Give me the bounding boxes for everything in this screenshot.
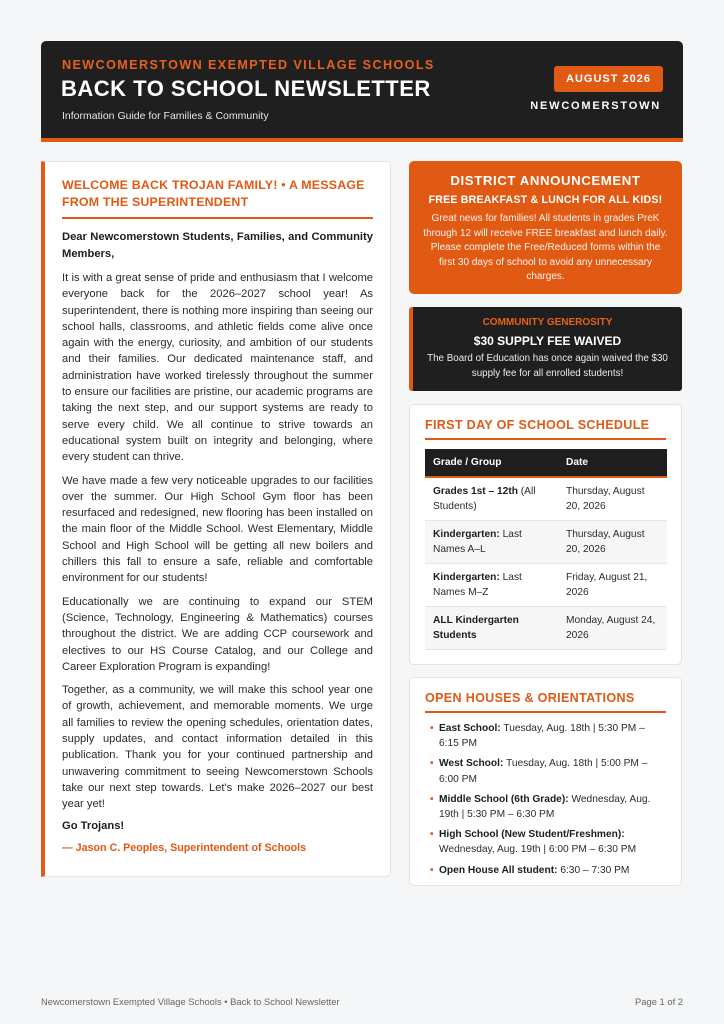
newsletter-header	[41, 41, 683, 142]
table-header-row	[425, 449, 667, 477]
open-houses-list	[425, 721, 666, 878]
fee-title: $30 SUPPLY FEE WAIVED	[473, 334, 622, 348]
letter-greeting: Dear Newcomerstown Students, Families, and Community Members,	[62, 231, 373, 260]
event-name: West School:	[439, 758, 504, 770]
column-header-group: Grade / Group	[425, 449, 558, 477]
bullet-icon: •	[430, 829, 434, 841]
fee-kicker: COMMUNITY GENEROSITY	[482, 317, 613, 328]
supply-fee-card	[409, 307, 682, 391]
divider	[425, 711, 666, 713]
group-cell	[425, 521, 558, 564]
letter-title: WELCOME BACK TROJAN FAMILY! • A MESSAGE FROM THE SUPERINTENDENT	[62, 178, 365, 209]
issue-date-badge: AUGUST 2026	[554, 66, 663, 92]
announcement-subtitle: FREE BREAKFAST & LUNCH FOR ALL KIDS!	[428, 194, 663, 206]
group-note: Last Names M–Z	[433, 572, 522, 598]
footer-publication: Newcomerstown Exempted Village Schools • Back to School Newsletter	[41, 996, 340, 1007]
table-row	[425, 477, 667, 521]
group-name: Kindergarten:	[433, 572, 500, 583]
event-detail: Wednesday, Aug. 19th | 5:30 PM – 6:30 PM	[439, 793, 651, 821]
group-cell	[425, 607, 558, 650]
bullet-icon: •	[430, 723, 434, 734]
group-cell	[425, 564, 558, 607]
letter-paragraph: It is with a great sense of pride and enthusiasm that I welcome everyone back for the 2026–2027 school year! As superintendent, there is nothing more inspiring than seeing our school halls, classrooms, and athletic fields come alive once again with the energy, curiosity, and ambition of our students and their families. Our dedicated maintenance staff, and administration have worked tirelessly throughout the summer to ensure our facilities are pristine, our academic programs are taking the next step, and our support systems are ready to serve every child. We all continue to strive towards an educational system built on integrity and belonging, where every student can thrive.	[62, 272, 373, 464]
date-cell: Thursday, August 20, 2026	[558, 477, 667, 521]
open-houses-title: OPEN HOUSES & ORIENTATIONS	[425, 691, 635, 705]
letter-paragraph: We have made a few very noticeable upgrades to our facilities over the summer. Our High School Gym floor has been resurfaced and redesigned, new flooring has been installed on the main floor of the Middle School. West Elementary, Middle School and High School will be getting all new boilers and chillers this fall to ensure a safe, reliable and comfortable environment for our students!	[62, 474, 373, 585]
district-announcement-card	[409, 161, 682, 294]
bullet-icon: •	[430, 864, 434, 876]
letter-closing: Go Trojans!	[62, 819, 125, 832]
fee-body: The Board of Education has once again waived the $30 supply fee for all enrolled students!	[427, 353, 668, 379]
schedule-table	[425, 449, 667, 650]
event-detail: Wednesday, Aug. 19th | 6:00 PM – 6:30 PM	[439, 844, 637, 856]
footer-page-number: Page 1 of 2	[635, 996, 683, 1007]
table-row	[425, 521, 667, 564]
divider	[425, 438, 666, 440]
bullet-icon: •	[430, 758, 434, 770]
group-name: ALL Kindergarten Students	[433, 615, 519, 641]
letter-signature: — Jason C. Peoples, Superintendent of Schools	[62, 841, 307, 854]
announcement-body: Great news for families! All students in grades PreK through 12 will receive FREE breakfast and lunch daily. Please complete the Free/Reduced forms within the first 30 days of school to avoid any unnecessary charges.	[423, 213, 668, 283]
event-name: High School (New Student/Freshmen):	[439, 829, 625, 841]
date-cell: Thursday, August 20, 2026	[558, 521, 667, 564]
table-row	[425, 607, 667, 650]
group-cell	[425, 477, 558, 521]
open-houses-card	[409, 677, 682, 886]
list-item	[425, 863, 666, 878]
group-note: Last Names A–L	[433, 529, 522, 555]
table-row	[425, 564, 667, 607]
district-name: NEWCOMERSTOWN EXEMPTED VILLAGE SCHOOLS	[62, 58, 435, 72]
event-detail: 6:30 – 7:30 PM	[557, 864, 630, 876]
schedule-title: FIRST DAY OF SCHOOL SCHEDULE	[425, 418, 650, 432]
town-name: NEWCOMERSTOWN	[530, 100, 661, 112]
group-note: (All Students)	[433, 486, 536, 512]
letter-paragraph: Together, as a community, we will make this school year one of growth, achievement, and memorable moments. We urge all families to review the opening schedules, orientation dates, supply updates, and contact information detailed in this publication. Thank you for your continued partnership and unwavering commitment to seeing Newcomerstown Schools take our next step towards. Let's make 2026–2027 our best year yet!	[62, 684, 373, 811]
event-name: Open House All student:	[439, 864, 558, 876]
event-detail: Tuesday, Aug. 18th | 5:30 PM – 6:15 PM	[439, 723, 645, 750]
first-day-schedule-card	[409, 404, 682, 665]
divider	[62, 217, 373, 219]
bullet-icon: •	[430, 793, 434, 805]
newsletter-subtitle: Information Guide for Families & Community	[62, 110, 269, 122]
date-cell: Friday, August 21, 2026	[558, 564, 667, 607]
group-name: Grades 1st – 12th	[433, 486, 518, 497]
event-name: Middle School (6th Grade):	[439, 793, 569, 805]
event-detail: Tuesday, Aug. 18th | 5:00 PM – 6:00 PM	[439, 758, 648, 785]
date-cell: Monday, August 24, 2026	[558, 607, 667, 650]
column-header-date: Date	[558, 449, 667, 477]
superintendent-letter	[41, 161, 391, 877]
list-item	[425, 792, 666, 822]
announcement-title: DISTRICT ANNOUNCEMENT	[450, 173, 641, 188]
newsletter-title: BACK TO SCHOOL NEWSLETTER	[61, 76, 431, 101]
event-name: East School:	[439, 723, 501, 734]
list-item	[425, 827, 666, 857]
group-name: Kindergarten:	[433, 529, 500, 540]
letter-paragraph: Educationally we are continuing to expand our STEM (Science, Technology, Engineering & Mathematics) courses throughout the district. We are adding CCP coursework and electives to our HS Course Catalog, and our College and Career Exploration Program is expanding!	[62, 595, 373, 673]
list-item	[425, 756, 666, 786]
list-item	[425, 721, 666, 751]
